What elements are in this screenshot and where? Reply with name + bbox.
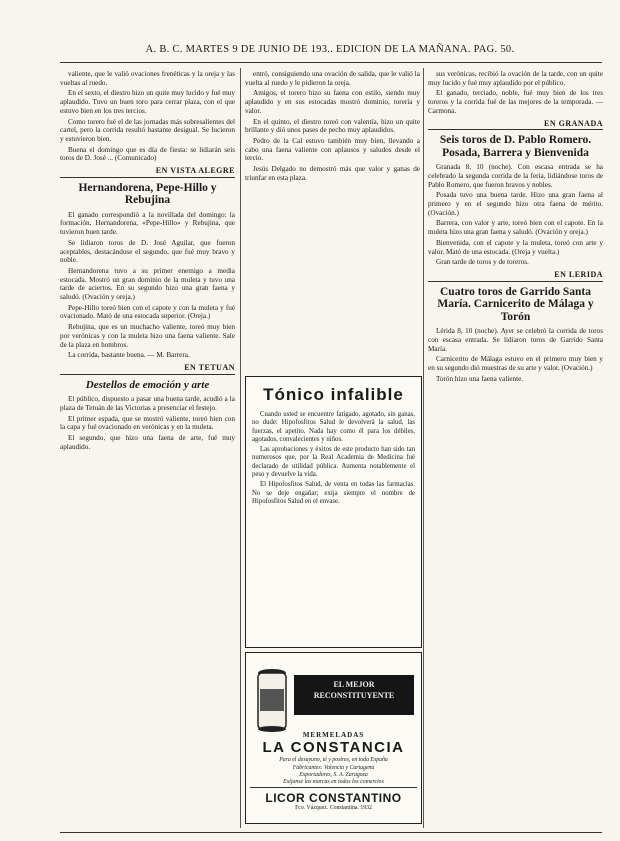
paragraph: Carnicerito de Málaga estuvo en el primero muy bien y en su segundo dió muestras de su arte y valor. (Ovación.) [428, 355, 603, 372]
ad-divider [250, 787, 417, 788]
ad-licor-name: LICOR CONSTANTINO [265, 791, 402, 805]
advertisement-tonico [245, 376, 422, 648]
ad-brand-name: LA CONSTANCIA [262, 739, 405, 756]
paragraph: Rebujina, que es un muchacho valiente, toreó muy bien por verónicas y con la muleta hizo una faena valiente. Sale de la plaza en hombros. [60, 323, 235, 349]
paragraph: Granada 8, 10 (noche). Con escasa entrada se ha celebrado la segunda corrida de la feria, lidiándose toros de Pablo Romero, que fueron bravos y nobles. [428, 163, 603, 189]
ad-licor-address: Fco. Vázquez. Constantina. 1932 [295, 805, 372, 811]
column-1 [60, 70, 235, 825]
paragraph: Pepe-Hillo toreó bien con el capote y con la muleta y fué ovacionado. Mató de una estocada superior. (Oreja.) [60, 303, 235, 321]
paragraph: El ganado, terciado, noble, fué muy bien de los tres toreros y la corrida fué de las mejores de la temporada. — Carmona. [428, 89, 603, 115]
jar-illustration-icon [254, 665, 290, 735]
ad-paragraph: El Hipofosfitos Salud, de venta en todas las farmacias. No se deje engañar; exija siempre el nombre de Hipofosfitos Salud en el envase. [252, 481, 415, 505]
paragraph: El público, dispuesto a pasar una buena tarde, acudió a la plaza de Tetuán de las Victorias a presenciar el festejo. [60, 395, 235, 412]
headline-hernandorena: Hernandorena, Pepe-Hillo y Rebujina [78, 181, 217, 207]
section-label-vista-alegre: EN VISTA ALEGRE [60, 167, 235, 178]
headline-pablo-romero: Seis toros de D. Pablo Romero. Posada, Barrera y Bienvenida [439, 134, 592, 159]
headline-destellos: Destellos de emoción y arte [85, 378, 210, 391]
paragraph: Pedro de la Cal estuvo también muy bien, llevando a cabo una faena valiente con aplausos y saludos desde el tercio. [245, 136, 420, 163]
paragraph: sus verónicas, recibió la ovación de la tarde, con un quite muy lucido y fué muy aplaudido por el público. [428, 70, 603, 87]
paragraph: Lérida 8, 10 (noche). Ayer se celebró la corrida de toros con escasa entrada. Se lidiaron toros de Garrido Santa María. [428, 327, 603, 353]
ad-tagline: Para el desayuno, té y postres, en toda España [279, 757, 388, 763]
ad-maker: Fabricantes: Valencia y Cartagena [292, 765, 375, 771]
paragraph: El primer espada, que se mostró valiente, toreó bien con la capa y fué ovacionado en verónicas y en la muleta. [60, 414, 235, 432]
paragraph: Barrera, con valor y arte, toreó bien con el capote. En la muleta hizo una gran faena y saludó. (Ovación y oreja.) [428, 219, 603, 237]
paragraph: El segundo, que hizo una faena de arte, fué muy aplaudido. [60, 434, 235, 451]
paragraph: entró, consiguiendo una ovación de salida, que le valió la vuelta al ruedo y le pidieron la oreja. [245, 70, 420, 87]
ad-notice: Exíjanse las marcas en todos los comercios [283, 779, 384, 785]
advertisement-la-constancia [245, 652, 422, 824]
section-label-granada: EN GRANADA [428, 120, 603, 131]
paragraph: Posada tuvo una buena tarde. Hizo una gran faena al primero y en el segundo hizo otra faena de mérito. (Ovación.) [428, 191, 603, 217]
page-header: A. B. C. MARTES 9 DE JUNIO DE 193.. EDICION DE LA MAÑANA. PAG. 50. [145, 44, 515, 55]
ad-product-type: MERMELADAS [302, 731, 365, 739]
paragraph: En el quinto, el diestro toreó con valentía, hizo un quite brillante y dió unos pases de pecho muy aplaudidos. [245, 117, 420, 135]
paragraph: El ganado correspondió a la novillada del domingo: la formación, Hernandorena, «Pepe-Hillo» y Rebujina, que tuvieron buen tarde. [60, 210, 235, 237]
paragraph: Hernandorena tuvo a su primer enemigo a media estocada. Mostró un gran dominio de la muleta y tuvo una tarde de aciertos. En su segundo hizo una gran faena y saludó. (Ovación y oreja.) [60, 266, 235, 302]
paragraph: Bienvenida, con el capote y la muleta, toreó con arte y valor. Mató de una estocada. (Oreja y vuelta.) [428, 238, 603, 256]
column-3 [428, 70, 603, 825]
ad-paragraph: Las aprobaciones y éxitos de este producto han sido tan numerosos que, por la Real Academia de Medicina fué declarado de utilidad pública. Aumenta notablemente el peso y devuelve la vida. [252, 446, 415, 479]
section-label-lerida: EN LERIDA [428, 271, 603, 282]
paragraph: Gran tarde de toros y de toreros. [436, 258, 529, 267]
column-divider-2 [423, 68, 424, 828]
paragraph: valiente, que le valió ovaciones frenéticas y la oreja y las vueltas al ruedo. [60, 70, 235, 87]
header-rule [60, 62, 602, 63]
paragraph: Se lidiaron toros de D. José Aguilar, que fueron aceptables, destacándose el segundo, que fué muy bravo y noble. [60, 238, 235, 265]
column-2 [245, 70, 420, 370]
ad-body [246, 411, 421, 506]
paragraph: Torón hizo una faena valiente. [436, 374, 524, 383]
headline-garrido-santa-maria: Cuatro toros de Garrido Santa María. Carnicerito de Málaga y Torón [437, 285, 594, 323]
footer-rule [60, 832, 602, 833]
column-divider-1 [240, 68, 241, 828]
paragraph: Como torero fué el de las jornadas más sobresalientes del cartel, pero la corrida resultó bastante desigual. Se lucieron y estuvieron bien. [60, 117, 235, 143]
ad-exporter: Exportadores, S. A. Zaragoza [299, 772, 368, 778]
ad-banner: EL MEJOR RECONSTITUYENTE [294, 675, 414, 715]
paragraph: En el sexto, el diestro hizo un quite muy lucido y fué muy aplaudido. Tuvo un buen toro para cerrar plaza, con el que estuvo bien en los tres tercios. [60, 89, 235, 115]
paragraph: Buena el domingo que es día de fiesta: se lidiarán seis toros de D. José ... (Comunicado) [60, 145, 235, 163]
paragraph: Jesús Delgado no demostró más que valor y ganas de triunfar en esta plaza. [245, 165, 420, 182]
section-label-tetuan: EN TETUAN [60, 364, 235, 375]
paragraph: Amigos, el torero hizo su faena con estilo, siendo muy aplaudido y en sus estocadas mostró dominio, torería y valor. [245, 89, 420, 115]
paragraph: La corrida, bastante buena. — M. Barrera. [68, 351, 190, 360]
ad-title: Tónico infalible [263, 385, 404, 404]
ad-paragraph: Cuando usted se encuentre fatigado, agotado, sin ganas, no dude: Hipofosfitos Salud le devolverá la salud, las fuerzas, el apetito. Nada hay como él para los débiles, agotados, convalecientes y niños. [252, 411, 415, 443]
